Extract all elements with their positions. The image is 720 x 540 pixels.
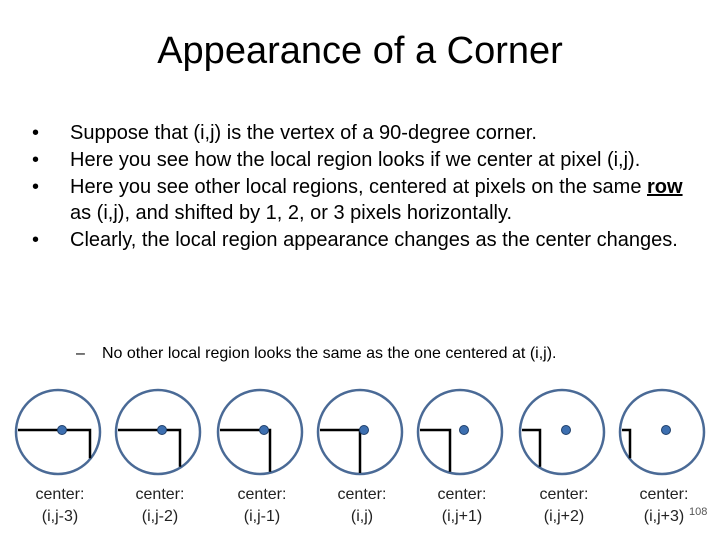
- caption-label: center:: [35, 486, 85, 503]
- center-pixel-dot: [662, 426, 671, 435]
- caption-label: center:: [237, 486, 287, 503]
- bullet-item: [32, 120, 692, 146]
- caption-label: center:: [337, 486, 387, 503]
- window-caption: [514, 484, 614, 528]
- caption-coordinate: (i,j+3): [643, 508, 685, 525]
- center-pixel-dot: [260, 426, 269, 435]
- bullet-item: [32, 147, 692, 173]
- center-pixel-dot: [460, 426, 469, 435]
- caption-coordinate: (i,j-1): [243, 508, 281, 525]
- center-pixel-dot: [58, 426, 67, 435]
- bullet-item: [32, 174, 692, 226]
- caption-coordinate: (i,j-2): [141, 508, 179, 525]
- caption-label: center:: [135, 486, 185, 503]
- bullet-text-before: Here you see other local regions, centered at pixels on the same: [70, 176, 647, 198]
- caption-coordinate: (i,j): [350, 508, 374, 525]
- corner-window: [218, 390, 302, 474]
- corner-diagram-svg: [0, 384, 720, 484]
- bullet-marker: •: [32, 149, 40, 171]
- caption-coordinate: (i,j+2): [543, 508, 585, 525]
- corner-window: [116, 390, 200, 474]
- corner-window: [418, 390, 502, 474]
- bullet-item: [32, 227, 692, 253]
- window-caption: [312, 484, 412, 528]
- corner-window: [520, 390, 604, 474]
- sub-bullet: [76, 344, 696, 364]
- caption-label: center:: [639, 486, 689, 503]
- window-caption: [10, 484, 110, 528]
- window-caption: [110, 484, 210, 528]
- window-caption: [212, 484, 312, 528]
- bullet-marker: •: [32, 229, 40, 251]
- slide-title: Appearance of a Corner: [157, 30, 563, 72]
- bullet-text: Clearly, the local region appearance changes as the center changes.: [70, 229, 678, 251]
- bullet-text: Suppose that (i,j) is the vertex of a 90-degree corner.: [70, 122, 537, 144]
- caption-label: center:: [437, 486, 487, 503]
- bullet-emphasis-row: row: [647, 176, 683, 198]
- bullet-list: [32, 120, 692, 254]
- caption-coordinate: (i,j-3): [41, 508, 79, 525]
- window-caption: [412, 484, 512, 528]
- corner-window: [620, 390, 704, 474]
- bullet-text-after: as (i,j), and shifted by 1, 2, or 3 pixels horizontally.: [70, 202, 513, 224]
- caption-coordinate: (i,j+1): [441, 508, 483, 525]
- bullet-marker: •: [32, 176, 40, 198]
- sub-bullet-text: No other local region looks the same as the one centered at (i,j).: [102, 345, 557, 362]
- center-pixel-dot: [562, 426, 571, 435]
- center-pixel-dot: [360, 426, 369, 435]
- bullet-marker: •: [32, 122, 40, 144]
- center-pixel-dot: [158, 426, 167, 435]
- caption-label: center:: [539, 486, 589, 503]
- corner-window: [318, 390, 402, 474]
- sub-bullet-dash: –: [76, 345, 85, 362]
- page-number: 108: [689, 506, 708, 518]
- corner-window: [16, 390, 100, 474]
- bullet-text: Here you see how the local region looks if we center at pixel (i,j).: [70, 149, 641, 171]
